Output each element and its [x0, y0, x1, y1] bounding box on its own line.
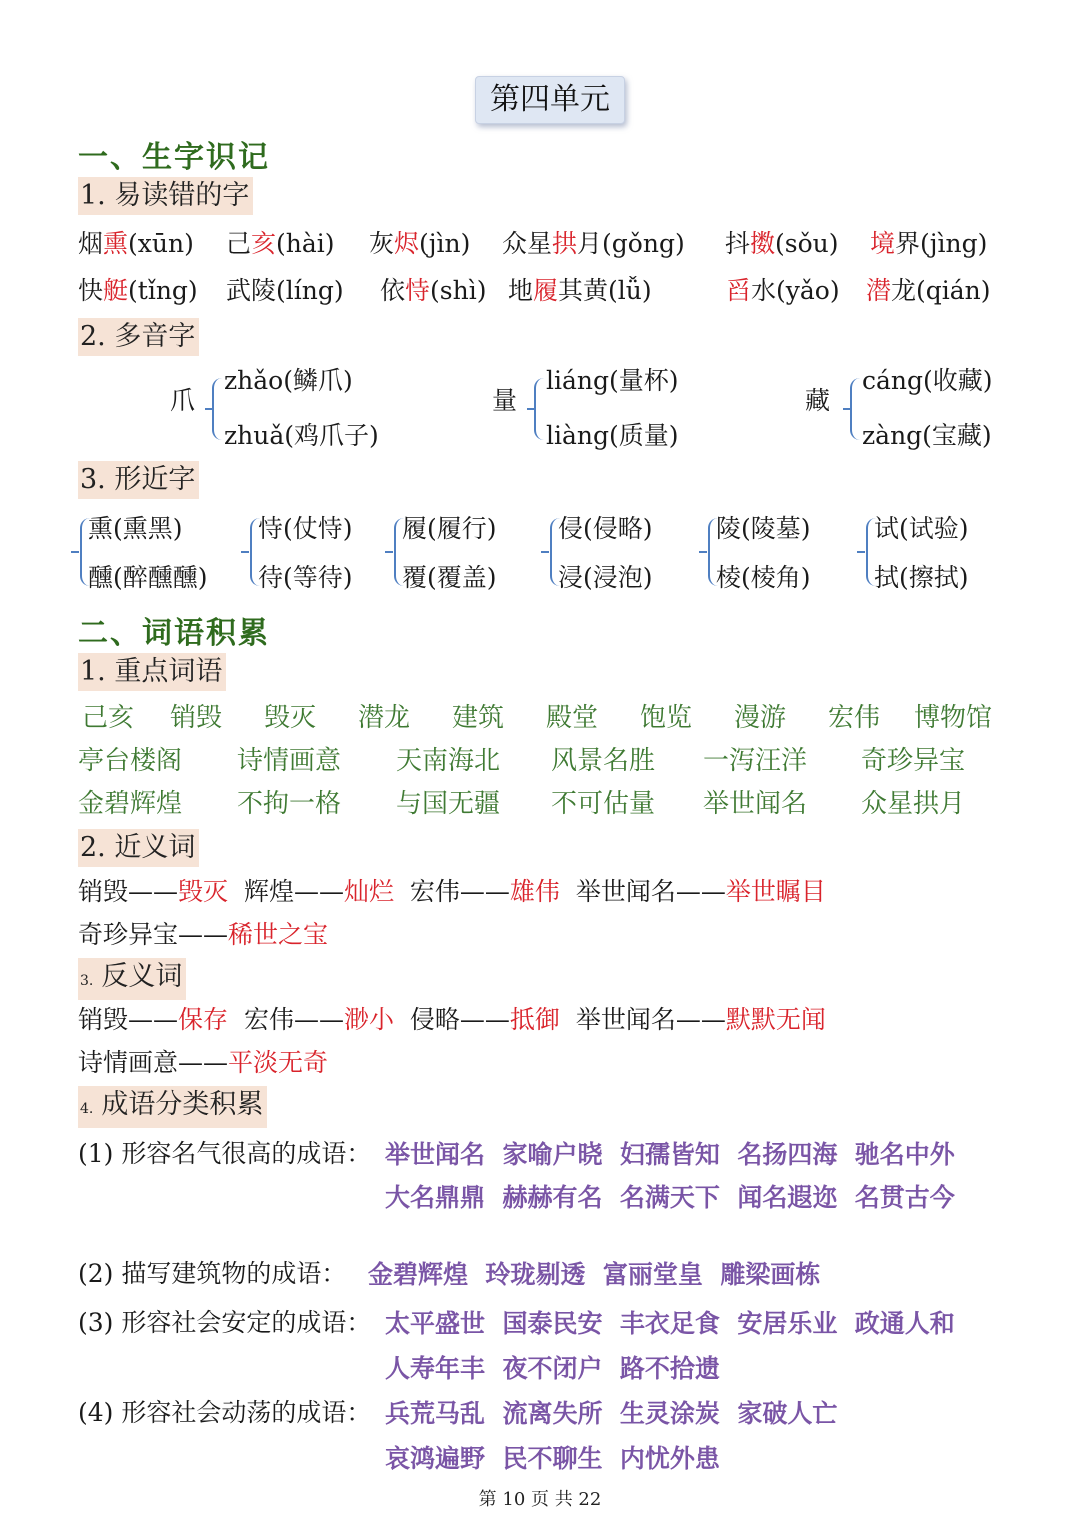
synonym-pair: 辉煌——灿烂 — [243, 877, 394, 906]
brace-tip — [699, 551, 707, 553]
idiom-line — [385, 1439, 720, 1475]
key-word: 己亥 — [82, 703, 135, 733]
idiom: 兵荒马乱 — [385, 1399, 486, 1428]
sub3-heading: 3. 形近字 — [78, 461, 199, 499]
similar-char: 拭(擦拭) — [874, 563, 969, 592]
idiom-category-label: (1) 形容名气很高的成语： — [78, 1139, 372, 1168]
polyphone-reading: zhuǎ(鸡爪子) — [224, 421, 379, 450]
hard-char-item: 抖擞(sǒu) — [725, 229, 839, 258]
similar-char: 陵(陵墓) — [716, 514, 811, 543]
sub1-heading: 1. 易读错的字 — [78, 177, 253, 215]
hard-char-item: 境界(jìng) — [870, 229, 988, 258]
idiom: 路不拾遗 — [619, 1354, 720, 1383]
antonym-pair: 宏伟——渺小 — [243, 1005, 394, 1034]
similar-char: 浸(浸泡) — [558, 563, 653, 592]
polyphone-reading: liàng(质量) — [546, 421, 679, 450]
idiom: 流离失所 — [502, 1399, 603, 1428]
idiom: 哀鸿遍野 — [385, 1444, 486, 1473]
idiom: 太平盛世 — [385, 1309, 486, 1338]
key-word: 不拘一格 — [237, 789, 342, 819]
key-word: 建筑 — [452, 703, 505, 733]
key-word: 奇珍异宝 — [861, 746, 966, 776]
idiom: 国泰民安 — [502, 1309, 603, 1338]
brace-tip — [527, 408, 535, 410]
brace-tip — [843, 408, 851, 410]
brace-tip — [205, 408, 213, 410]
synonym-pair: 举世闻名——举世瞩目 — [575, 877, 826, 906]
hard-char-item: 依恃(shì) — [380, 276, 487, 305]
key-word: 诗情画意 — [237, 746, 342, 776]
idiom: 驰名中外 — [854, 1140, 955, 1169]
hard-char-item: 灰烬(jìn) — [369, 229, 471, 258]
polyphone-char: 藏 — [805, 386, 831, 415]
hard-char-item: 地履其黄(lǚ) — [508, 276, 652, 305]
key-word: 漫游 — [734, 703, 787, 733]
sub2-heading: 2. 多音字 — [78, 318, 199, 356]
idiom: 闻名遐迩 — [737, 1183, 838, 1212]
idiom: 名贯古今 — [854, 1183, 955, 1212]
similar-char: 试(试验) — [874, 514, 969, 543]
hard-char-item: 潜龙(qián) — [866, 276, 991, 305]
idiom: 民不聊生 — [502, 1444, 603, 1473]
sub4-heading: 1. 重点词语 — [78, 653, 226, 691]
key-word: 毁灭 — [264, 703, 317, 733]
synonym-row-2 — [78, 917, 328, 953]
polyphone-reading: cáng(收藏) — [862, 366, 993, 395]
idiom-line — [385, 1349, 720, 1385]
polyphone-reading: liáng(量杯) — [546, 366, 679, 395]
polyphone-char: 量 — [492, 386, 518, 415]
sub5-heading: 2. 近义词 — [78, 829, 199, 867]
similar-char: 棱(棱角) — [716, 563, 811, 592]
idiom: 名满天下 — [619, 1183, 720, 1212]
antonym-pair: 诗情画意——平淡无奇 — [78, 1048, 329, 1077]
idiom: 安居乐业 — [737, 1309, 838, 1338]
antonym-pair: 举世闻名——默默无闻 — [575, 1005, 826, 1034]
brace-tip — [71, 551, 79, 553]
idiom: 大名鼎鼎 — [385, 1183, 486, 1212]
idiom: 家喻户晓 — [502, 1140, 603, 1169]
similar-char: 覆(覆盖) — [402, 563, 497, 592]
key-word: 风景名胜 — [551, 746, 656, 776]
antonym-pair: 销毁——保存 — [78, 1005, 229, 1034]
section1-heading: 一、生字识记 — [78, 140, 270, 175]
idiom-line — [385, 1394, 837, 1430]
hard-char-item: 众星拱月(gǒng) — [502, 229, 685, 258]
brace-tip — [385, 551, 393, 553]
key-word: 举世闻名 — [703, 789, 808, 819]
similar-char: 恃(仗恃) — [258, 514, 353, 543]
key-word: 不可估量 — [551, 789, 656, 819]
idiom: 家破人亡 — [737, 1399, 838, 1428]
key-word: 博物馆 — [914, 703, 993, 733]
key-word: 金碧辉煌 — [78, 789, 183, 819]
hard-char-item: 武陵(líng) — [226, 276, 344, 305]
key-word: 一泻汪洋 — [703, 746, 808, 776]
idiom: 玲珑剔透 — [485, 1260, 586, 1289]
key-word: 天南海北 — [396, 746, 501, 776]
brace-tip — [857, 551, 865, 553]
key-word: 亭台楼阁 — [78, 746, 183, 776]
key-word: 宏伟 — [828, 703, 881, 733]
key-word: 与国无疆 — [396, 789, 501, 819]
antonym-row-1 — [78, 1002, 826, 1038]
similar-char: 履(履行) — [402, 514, 497, 543]
idiom: 雕梁画栋 — [720, 1260, 821, 1289]
idiom-line — [385, 1135, 955, 1171]
idiom: 人寿年丰 — [385, 1354, 486, 1383]
sub7-heading: 4. 成语分类积累 — [78, 1086, 267, 1128]
idiom: 政通人和 — [854, 1309, 955, 1338]
polyphone-reading: zàng(宝藏) — [862, 421, 992, 450]
idiom: 丰衣足食 — [619, 1309, 720, 1338]
key-word: 众星拱月 — [861, 789, 966, 819]
similar-char: 侵(侵略) — [558, 514, 653, 543]
synonym-row-1 — [78, 874, 826, 910]
hard-char-item: 舀水(yǎo) — [726, 276, 840, 305]
key-word: 潜龙 — [358, 703, 411, 733]
synonym-pair: 奇珍异宝——稀世之宝 — [78, 920, 329, 949]
idiom: 金碧辉煌 — [368, 1260, 469, 1289]
idiom: 生灵涂炭 — [619, 1399, 720, 1428]
brace-tip — [541, 551, 549, 553]
similar-char: 醺(醉醺醺) — [88, 563, 208, 592]
idiom-line — [368, 1255, 820, 1291]
similar-char: 待(等待) — [258, 563, 353, 592]
page-title: 第四单元 — [475, 76, 625, 124]
idiom-line — [385, 1304, 955, 1340]
similar-char: 熏(熏黑) — [88, 514, 183, 543]
idiom: 赫赫有名 — [502, 1183, 603, 1212]
idiom-category-label: (3) 形容社会安定的成语： — [78, 1308, 372, 1337]
key-word: 销毁 — [170, 703, 223, 733]
idiom-category-label: (2) 描写建筑物的成语： — [78, 1259, 347, 1288]
antonym-pair: 侵略——抵御 — [409, 1005, 560, 1034]
idiom: 夜不闭户 — [502, 1354, 603, 1383]
antonym-row-2 — [78, 1045, 328, 1081]
idiom-line — [385, 1178, 955, 1214]
sub6-heading: 3. 反义词 — [78, 958, 186, 1000]
hard-char-item: 己亥(hài) — [226, 229, 335, 258]
idiom: 名扬四海 — [737, 1140, 838, 1169]
key-word: 殿堂 — [546, 703, 599, 733]
section2-heading: 二、词语积累 — [78, 616, 270, 651]
brace-tip — [241, 551, 249, 553]
idiom: 内忧外患 — [619, 1444, 720, 1473]
idiom-category-label: (4) 形容社会动荡的成语： — [78, 1398, 372, 1427]
polyphone-char: 爪 — [170, 386, 196, 415]
key-word: 饱览 — [640, 703, 693, 733]
synonym-pair: 销毁——毁灭 — [78, 877, 229, 906]
idiom: 富丽堂皇 — [602, 1260, 703, 1289]
hard-char-item: 快艇(tǐng) — [78, 276, 198, 305]
idiom: 妇孺皆知 — [619, 1140, 720, 1169]
idiom: 举世闻名 — [385, 1140, 486, 1169]
synonym-pair: 宏伟——雄伟 — [409, 877, 560, 906]
page-footer: 第 10 页 共 22 — [478, 1489, 602, 1510]
polyphone-reading: zhǎo(鳞爪) — [224, 366, 353, 395]
hard-char-item: 烟熏(xūn) — [78, 229, 194, 258]
